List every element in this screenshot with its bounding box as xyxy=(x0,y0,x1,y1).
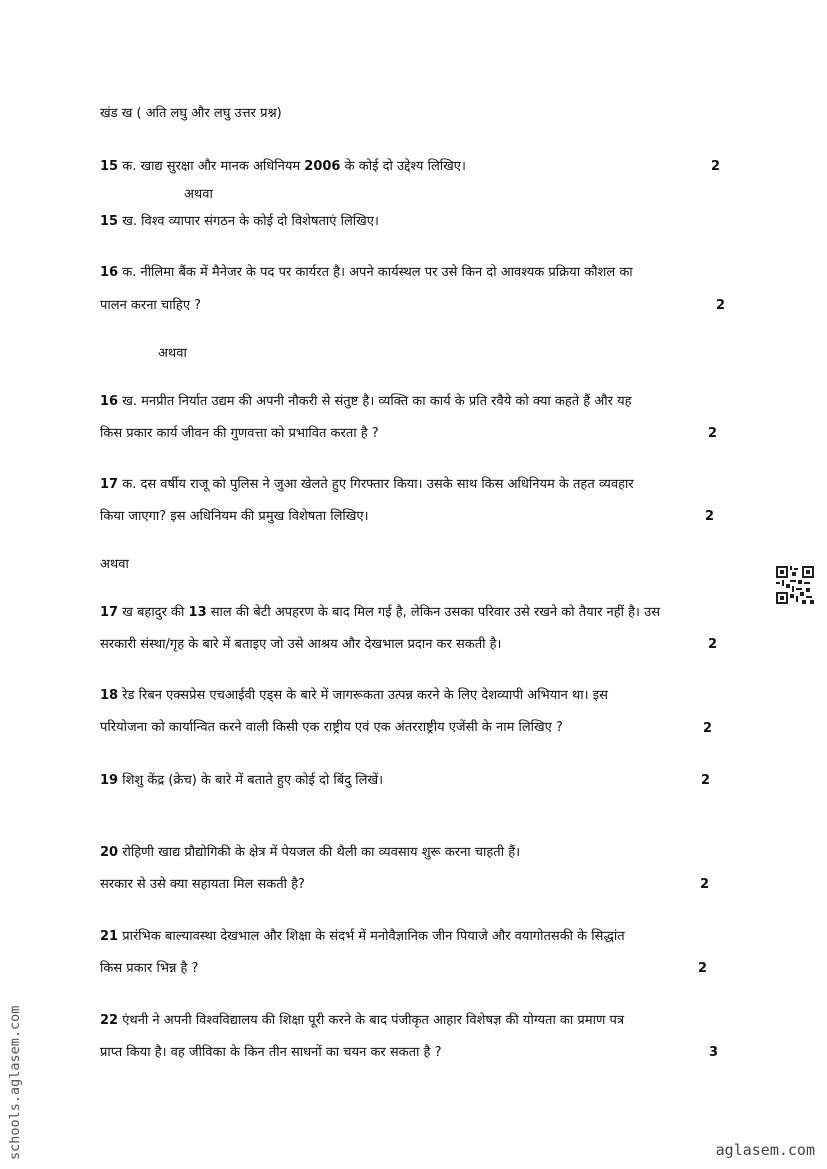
question-15b: 15 ख. विश्व व्यापार संगठन के कोई दो विशेषताएं लिखिए। xyxy=(100,214,379,229)
question-21-line1: 21 प्रारंभिक बाल्यावस्था देखभाल और शिक्षा के संदर्भ में मनोवैज्ञानिक जीन पियाजे और वयागोतसकी के सिद्धांत xyxy=(100,929,625,944)
question-17b-line2: सरकारी संस्था/गृह के बारे में बताइए जो उसे आश्रय और देखभाल प्रदान कर सकती है। xyxy=(100,637,502,652)
section-heading: खंड ख ( अति लघु और लघु उत्तर प्रश्न) xyxy=(100,106,282,121)
marks-16a: 2 xyxy=(716,298,726,313)
qr-code-icon xyxy=(776,566,814,604)
question-16a-line1: 16 क. नीलिमा बैंक में मैनेजर के पद पर कार्यरत है। अपने कार्यस्थल पर उसे किन दो आवश्यक प्रक्रिया कौशल का xyxy=(100,265,633,280)
footer-watermark: aglasem.com xyxy=(715,1141,815,1159)
question-19: 19 शिशु केंद्र (क्रेच) के बारे में बताते हुए कोई दो बिंदु लिखें। xyxy=(100,773,384,788)
question-17a-line2: किया जाएगा? इस अधिनियम की प्रमुख विशेषता लिखिए। xyxy=(100,509,369,524)
marks-20: 2 xyxy=(700,877,710,892)
question-20-line2: सरकार से उसे क्या सहायता मिल सकती है? xyxy=(100,877,305,892)
question-18-line2: परियोजना को कार्यान्वित करने वाली किसी एक राष्ट्रीय एवं एक अंतरराष्ट्रीय एजेंसी के नाम लिखिए ? xyxy=(100,720,563,735)
question-18-line1: 18 रेड रिबन एक्सप्रेस एचआईवी एड्स के बारे में जागरूकता उत्पन्न करने के लिए देशव्यापी अभियान था। इस xyxy=(100,688,608,703)
side-watermark: schools.aglasem.com xyxy=(7,1005,23,1160)
or-label: अथवा xyxy=(100,557,129,572)
question-16b-line1: 16 ख. मनप्रीत निर्यात उद्यम की अपनी नौकरी से संतुष्ट है। व्यक्ति का कार्य के प्रति रवैये को क्या कहते हैं और यह xyxy=(100,394,632,409)
question-17a-line1: 17 क. दस वर्षीय राजू को पुलिस ने जुआ खेलते हुए गिरफ्तार किया। उसके साथ किस अधिनियम के तहत व्यवहार xyxy=(100,477,634,492)
question-22-line1: 22 एंथनी ने अपनी विश्वविद्यालय की शिक्षा पूरी करने के बाद पंजीकृत आहार विशेषज्ञ की योग्यता का प्रमाण पत्र xyxy=(100,1013,625,1028)
marks-22: 3 xyxy=(709,1045,719,1060)
question-16a-line2: पालन करना चाहिए ? xyxy=(100,298,202,313)
marks-15a: 2 xyxy=(711,159,721,174)
question-17b-line1: 17 ख बहादुर की 13 साल की बेटी अपहरण के बाद मिल गई है, लेकिन उसका परिवार उसे रखने को तैयार नहीं है। उस xyxy=(100,605,661,620)
question-22-line2: प्राप्त किया है। वह जीविका के किन तीन साधनों का चयन कर सकता है ? xyxy=(100,1045,442,1060)
marks-19: 2 xyxy=(701,773,711,788)
marks-17a: 2 xyxy=(705,509,715,524)
marks-16b: 2 xyxy=(708,426,718,441)
marks-21: 2 xyxy=(698,961,708,976)
or-label: अथवा xyxy=(158,346,187,361)
question-21-line2: किस प्रकार भिन्न है ? xyxy=(100,961,199,976)
or-label: अथवा xyxy=(184,187,213,202)
question-15a: 15 क. खाद्य सुरक्षा और मानक अधिनियम 2006 के कोई दो उद्देश्य लिखिए। xyxy=(100,159,466,174)
question-20-line1: 20 रोहिणी खाद्य प्रौद्योगिकी के क्षेत्र में पेयजल की थैली का व्यवसाय शुरू करना चाहती हैं। xyxy=(100,845,521,860)
question-16b-line2: किस प्रकार कार्य जीवन की गुणवत्ता को प्रभावित करता है ? xyxy=(100,426,379,441)
marks-18: 2 xyxy=(703,721,713,736)
marks-17b: 2 xyxy=(708,637,718,652)
